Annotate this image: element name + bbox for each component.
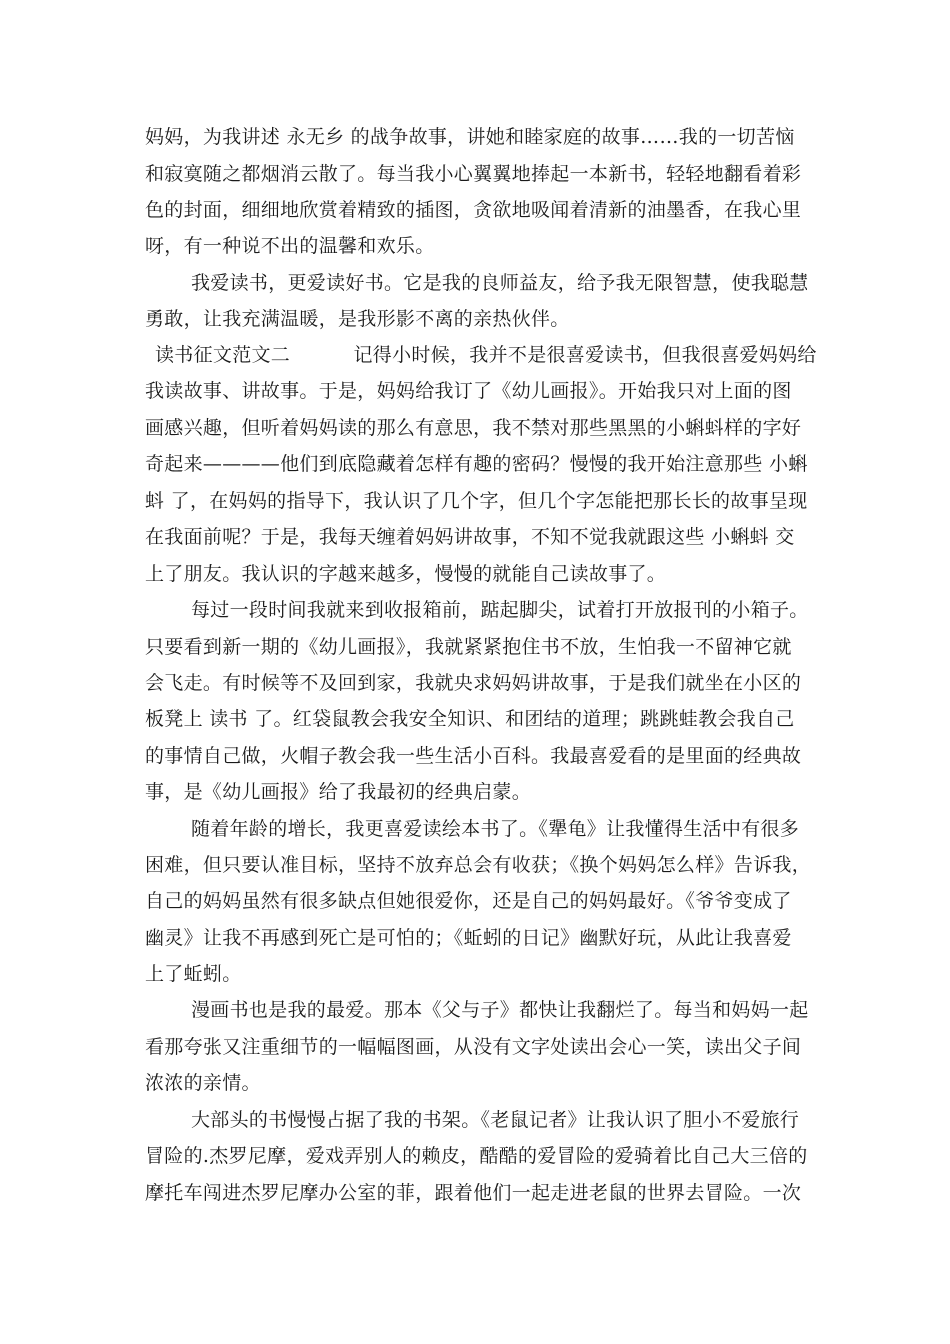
text-line: 随着年龄的增长，我更喜爱读绘本书了。《犟龟》让我懂得生活中有很多: [191, 818, 800, 840]
text-line: 在我面前呢？于是，我每天缠着妈妈讲故事，不知不觉我就跟这些 小蝌蚪 交: [145, 526, 795, 548]
text-line: 蚪 了，在妈妈的指导下，我认识了几个字，但几个字怎能把那长长的故事呈现: [145, 490, 808, 512]
text-line: 板凳上 读书 了。红袋鼠教会我安全知识、和团结的道理；跳跳蛙教会我自己: [145, 708, 795, 730]
text-line: 自己的妈妈虽然有很多缺点但她很爱你，还是自己的妈妈最好。《爷爷变成了: [145, 890, 792, 912]
text-line: 摩托车闯进杰罗尼摩办公室的菲，跟着他们一起走进老鼠的世界去冒险。一次: [145, 1182, 802, 1204]
text-line: 上了朋友。我认识的字越来越多，慢慢的就能自己读故事了。: [145, 563, 667, 585]
text-line: 大部头的书慢慢占据了我的书架。《老鼠记者》让我认识了胆小不爱旅行: [191, 1109, 800, 1131]
text-line: 画感兴趣，但听着妈妈读的那么有意思，我不禁对那些黑黑的小蝌蚪样的字好: [145, 417, 802, 439]
text-line: 的事情自己做，火帽子教会我一些生活小百科。我最喜爱看的是里面的经典故: [145, 745, 802, 767]
text-line: 事，是《幼儿画报》给了我最初的经典启蒙。: [145, 781, 532, 803]
text-line: 每过一段时间我就来到收报箱前，踮起脚尖，试着打开放报刊的小箱子。: [191, 599, 809, 621]
text-line: 勇敢，让我充满温暖，是我形影不离的亲热伙伴。: [145, 308, 570, 330]
text-line: 浓浓的亲情。: [145, 1072, 261, 1094]
text-line: 漫画书也是我的最爱。那本《父与子》都快让我翻烂了。每当和妈妈一起: [191, 999, 809, 1021]
text-line: 色的封面，细细地欣赏着精致的插图，贪欲地吸闻着清新的油墨香，在我心里: [145, 199, 802, 221]
section-heading-line: 读书征文范文二 记得小时候，我并不是很喜爱读书，但我很喜爱妈妈给: [155, 344, 817, 366]
text-line: 妈妈，为我讲述 永无乡 的战争故事，讲她和睦家庭的故事……我的一切苦恼: [145, 126, 795, 148]
text-line: 奇起来————他们到底隐藏着怎样有趣的密码？慢慢的我开始注意那些 小蝌: [145, 453, 808, 475]
text-line: 看那夸张又注重细节的一幅幅图画，从没有文字处读出会心一笑，读出父子间: [145, 1036, 802, 1058]
text-line: 只要看到新一期的《幼儿画报》，我就紧紧抱住书不放，生怕我一不留神它就: [145, 636, 792, 658]
text-line: 幽灵》让我不再感到死亡是可怕的；《蚯蚓的日记》幽默好玩，从此让我喜爱: [145, 927, 792, 949]
text-line: 和寂寞随之都烟消云散了。每当我小心翼翼地捧起一本新书，轻轻地翻看着彩: [145, 163, 802, 185]
text-line: 我读故事、讲故事。于是，妈妈给我订了《幼儿画报》。开始我只对上面的图: [145, 380, 792, 402]
text-line: 冒险的.杰罗尼摩，爱戏弄别人的赖皮，酷酷的爱冒险的爱骑着比自己大三倍的: [145, 1145, 808, 1167]
text-line: 上了蚯蚓。: [145, 963, 242, 985]
text-line: 我爱读书，更爱读好书。它是我的良师益友，给予我无限智慧，使我聪慧: [191, 272, 809, 294]
text-line: 呀，有一种说不出的温馨和欢乐。: [145, 235, 435, 257]
text-line: 困难，但只要认准目标，坚持不放弃总会有收获；《换个妈妈怎么样》告诉我，: [145, 854, 812, 876]
text-line: 会飞走。有时候等不及回到家，我就央求妈妈讲故事，于是我们就坐在小区的: [145, 672, 802, 694]
